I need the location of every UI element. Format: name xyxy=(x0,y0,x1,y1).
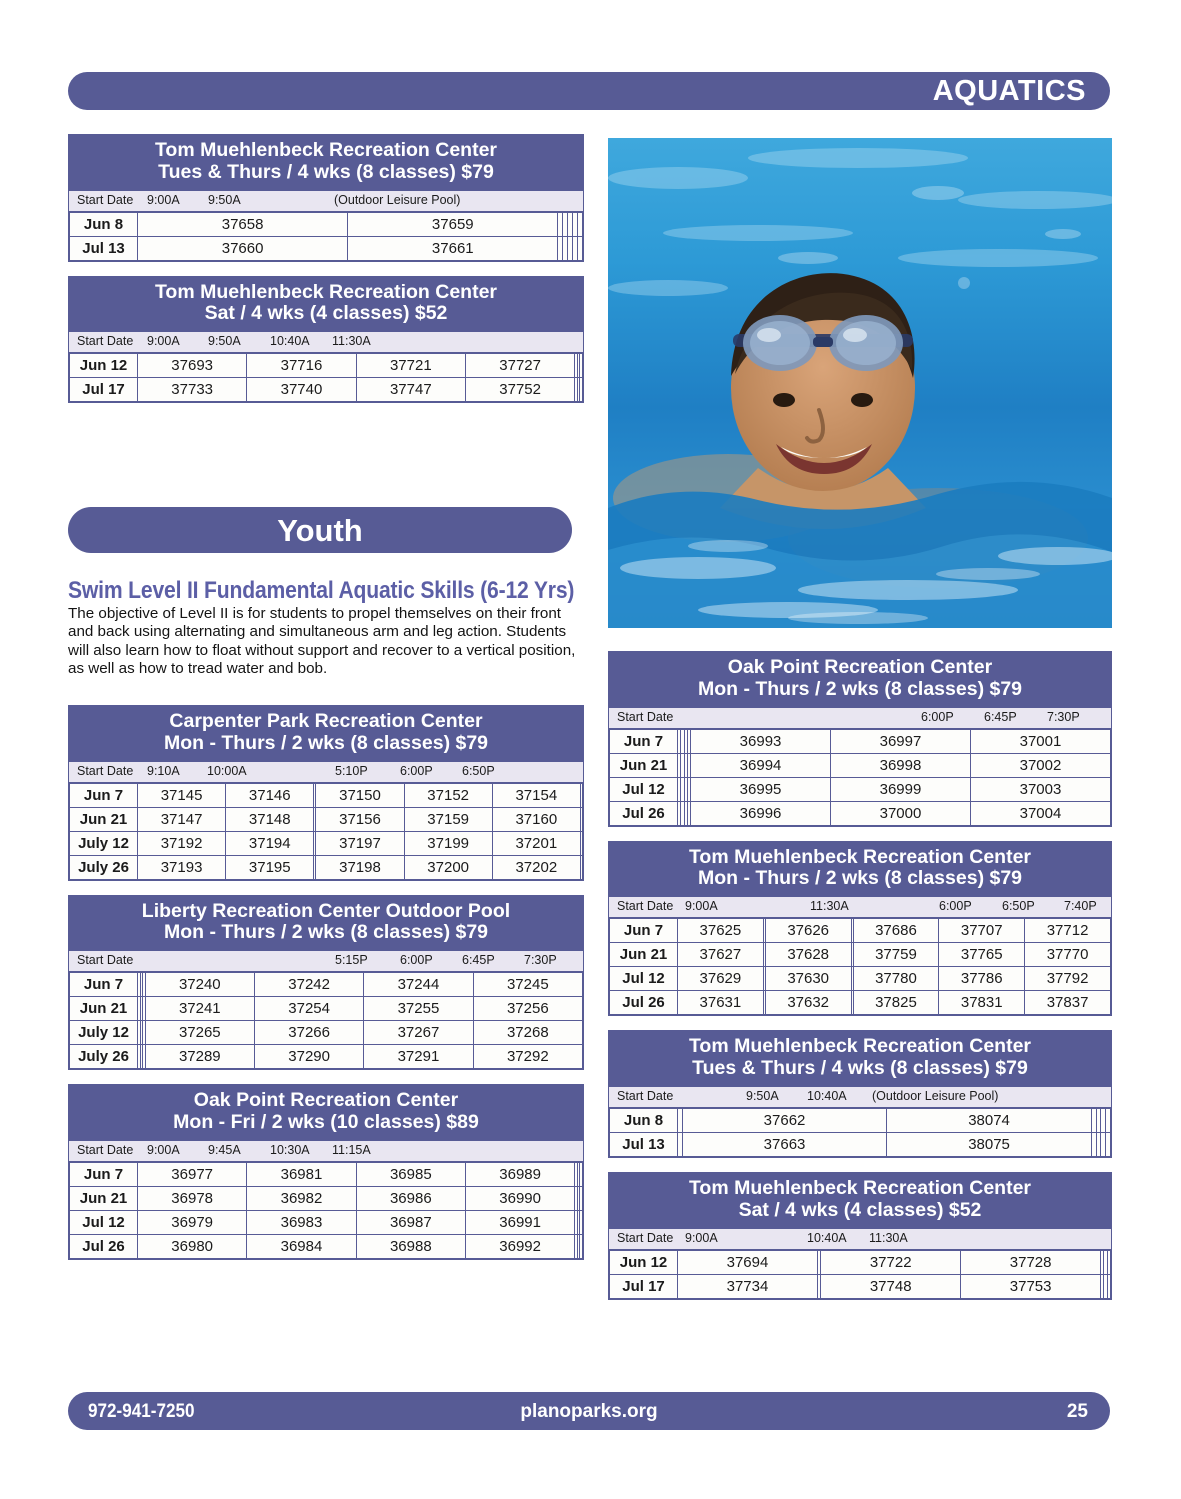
table-row xyxy=(610,1250,1111,1274)
section-pill-youth xyxy=(68,507,572,553)
start-date-cell: Jul 26 xyxy=(610,801,678,825)
course-code-cell[interactable]: 37003 xyxy=(970,777,1110,801)
empty-cell xyxy=(1106,1108,1111,1132)
table-row xyxy=(70,1045,583,1069)
schedule-title-line2: Mon - Fri / 2 wks (10 classes) $89 xyxy=(173,1111,479,1134)
schedule-title-line2: Mon - Thurs / 2 wks (8 classes) $79 xyxy=(163,731,489,754)
start-date-cell: Jun 7 xyxy=(70,1162,138,1186)
course-code-cell[interactable]: 37663 xyxy=(682,1132,887,1156)
table-row xyxy=(70,1210,583,1234)
course-code-cell[interactable]: 38074 xyxy=(887,1108,1092,1132)
course-code-cell[interactable]: 36987 xyxy=(356,1210,465,1234)
schedule-title-line1: Liberty Recreation Center Outdoor Pool xyxy=(141,899,511,922)
schedule-grid xyxy=(609,1250,1111,1299)
start-date-cell: Jul 13 xyxy=(70,236,138,260)
table-row xyxy=(610,1108,1111,1132)
schedule-table xyxy=(68,276,584,404)
start-date-cell: Jun 21 xyxy=(70,807,138,831)
course-code-cell[interactable]: 37694 xyxy=(678,1250,818,1274)
time-slot-header: 9:50A xyxy=(208,192,241,207)
empty-cell xyxy=(578,212,583,236)
schedule-title-line1: Oak Point Recreation Center xyxy=(727,656,993,678)
start-date-cell: Jun 7 xyxy=(610,919,678,943)
course-code-cell[interactable]: 37626 xyxy=(765,919,851,943)
course-code-cell[interactable]: 37727 xyxy=(465,354,574,378)
table-row xyxy=(70,1234,583,1258)
course-code-cell[interactable]: 37195 xyxy=(226,855,314,879)
empty-cell xyxy=(580,855,582,879)
table-row xyxy=(70,1021,583,1045)
table-row xyxy=(70,855,583,879)
left-table-column-lower xyxy=(68,705,584,1274)
schedule-title-line2: Sat / 4 wks (4 classes) $52 xyxy=(204,302,448,325)
time-slot-header: 6:45P xyxy=(984,709,1017,724)
course-code-cell[interactable]: 37825 xyxy=(853,991,939,1015)
empty-cell xyxy=(580,831,582,855)
course-code-cell[interactable]: 37242 xyxy=(254,973,363,997)
time-slot-header: 9:00A xyxy=(147,192,180,207)
time-slot-header: 9:45A xyxy=(208,1142,241,1157)
course-code-cell[interactable]: 37770 xyxy=(1025,943,1111,967)
start-date-cell: Jul 26 xyxy=(70,1234,138,1258)
empty-cell xyxy=(580,1234,583,1258)
table-row xyxy=(610,943,1111,967)
start-date-cell: Jun 12 xyxy=(610,1250,678,1274)
start-date-header: Start Date xyxy=(77,1142,134,1157)
course-code-cell[interactable]: 37147 xyxy=(138,807,226,831)
course-code-cell[interactable]: 37658 xyxy=(138,212,348,236)
right-table-column xyxy=(608,651,1112,1314)
course-code-cell[interactable]: 36983 xyxy=(247,1210,356,1234)
schedule-grid xyxy=(69,353,583,402)
start-date-cell: July 26 xyxy=(70,855,138,879)
time-slot-header: 5:10P xyxy=(335,763,368,778)
page-header-banner xyxy=(68,72,1110,110)
table-row xyxy=(610,919,1111,943)
schedule-table xyxy=(608,651,1112,827)
course-code-cell[interactable]: 37148 xyxy=(226,807,314,831)
start-date-cell: July 26 xyxy=(70,1045,138,1069)
table-row xyxy=(610,1274,1111,1298)
course-code-cell[interactable]: 37721 xyxy=(356,354,465,378)
start-date-cell: Jun 7 xyxy=(70,783,138,807)
course-code-cell[interactable]: 36979 xyxy=(138,1210,247,1234)
course-code-cell[interactable]: 37759 xyxy=(853,943,939,967)
table-row xyxy=(610,753,1111,777)
time-slot-header: 6:00P xyxy=(921,709,954,724)
table-row xyxy=(70,236,583,260)
start-date-cell: Jun 8 xyxy=(70,212,138,236)
course-code-cell[interactable]: 37712 xyxy=(1025,919,1111,943)
empty-cell xyxy=(1107,1274,1110,1298)
start-date-header: Start Date xyxy=(77,763,134,778)
schedule-table xyxy=(608,1030,1112,1158)
schedule-time-header-row xyxy=(69,950,583,972)
course-code-cell[interactable]: 37289 xyxy=(145,1045,254,1069)
course-code-cell[interactable]: 37627 xyxy=(678,943,764,967)
schedule-table-title xyxy=(69,277,583,332)
table-row xyxy=(70,1186,583,1210)
start-date-header: Start Date xyxy=(77,953,134,968)
course-code-cell[interactable]: 36999 xyxy=(831,777,971,801)
course-code-cell[interactable]: 38075 xyxy=(887,1132,1092,1156)
start-date-cell: Jul 17 xyxy=(610,1274,678,1298)
schedule-title-line1: Oak Point Recreation Center xyxy=(193,1089,459,1112)
table-row xyxy=(70,1162,583,1186)
course-code-cell[interactable]: 37734 xyxy=(678,1274,818,1298)
table-row xyxy=(70,378,583,402)
course-code-cell[interactable]: 37659 xyxy=(348,212,558,236)
course-code-cell[interactable]: 37145 xyxy=(138,783,226,807)
time-slot-header: 11:30A xyxy=(810,899,849,914)
page-title: AQUATICS xyxy=(932,74,1086,107)
course-code-cell[interactable]: 37786 xyxy=(939,967,1025,991)
time-slot-header: 9:50A xyxy=(746,1088,779,1103)
schedule-table-title xyxy=(609,1173,1111,1228)
course-code-cell[interactable]: 37631 xyxy=(678,991,764,1015)
time-slot-header: 6:45P xyxy=(462,953,495,968)
time-slot-header: 6:50P xyxy=(1002,899,1035,914)
schedule-title-line1: Carpenter Park Recreation Center xyxy=(169,710,483,732)
course-code-cell[interactable]: 37194 xyxy=(226,831,314,855)
swimming-photo xyxy=(608,138,1112,628)
start-date-header: Start Date xyxy=(617,709,674,724)
schedule-title-line2: Sat / 4 wks (4 classes) $52 xyxy=(738,1198,982,1221)
course-code-cell[interactable]: 37160 xyxy=(492,807,580,831)
schedule-table xyxy=(608,841,1112,1017)
course-code-cell[interactable]: 37292 xyxy=(473,1045,582,1069)
course-code-cell[interactable]: 37707 xyxy=(939,919,1025,943)
course-code-cell[interactable]: 37241 xyxy=(145,997,254,1021)
course-code-cell[interactable]: 36991 xyxy=(465,1210,574,1234)
table-row xyxy=(70,997,583,1021)
start-date-cell: Jun 8 xyxy=(610,1108,678,1132)
schedule-table xyxy=(68,1084,584,1260)
table-row xyxy=(70,807,583,831)
schedule-grid xyxy=(69,1162,583,1259)
schedule-table xyxy=(608,1172,1112,1300)
schedule-table-title xyxy=(69,135,583,190)
schedule-time-header-row xyxy=(609,1228,1111,1250)
course-code-cell[interactable]: 37632 xyxy=(765,991,851,1015)
start-date-header: Start Date xyxy=(77,192,134,207)
start-date-cell: July 12 xyxy=(70,1021,138,1045)
schedule-table xyxy=(68,705,584,881)
start-date-cell: Jul 26 xyxy=(610,991,678,1015)
schedule-grid xyxy=(69,783,583,880)
start-date-cell: Jun 12 xyxy=(70,354,138,378)
course-code-cell[interactable]: 37265 xyxy=(145,1021,254,1045)
schedule-title-line2: Mon - Thurs / 2 wks (8 classes) $79 xyxy=(163,921,489,944)
course-code-cell[interactable]: 37753 xyxy=(961,1274,1101,1298)
table-row xyxy=(610,1132,1111,1156)
course-code-cell[interactable]: 37267 xyxy=(364,1021,473,1045)
schedule-table-title xyxy=(69,706,583,761)
schedule-time-header-row xyxy=(69,190,583,212)
empty-cell xyxy=(580,354,583,378)
course-code-cell[interactable]: 37159 xyxy=(404,807,492,831)
time-slot-header: 9:00A xyxy=(147,1142,180,1157)
course-code-cell[interactable]: 37630 xyxy=(765,967,851,991)
empty-cell xyxy=(580,378,583,402)
schedule-time-header-row xyxy=(69,761,583,783)
schedule-table-title xyxy=(69,1085,583,1140)
time-slot-header: 6:00P xyxy=(939,899,972,914)
course-code-cell[interactable]: 36988 xyxy=(356,1234,465,1258)
empty-cell xyxy=(1106,1132,1111,1156)
course-code-cell[interactable]: 37254 xyxy=(254,997,363,1021)
schedule-title-line1: Tom Muehlenbeck Recreation Center xyxy=(688,1035,1032,1058)
start-date-cell: Jun 21 xyxy=(610,753,678,777)
course-code-cell[interactable]: 36977 xyxy=(138,1162,247,1186)
footer-url[interactable]: planoparks.org xyxy=(520,1401,658,1422)
empty-cell xyxy=(1107,1250,1110,1274)
empty-cell xyxy=(580,1210,583,1234)
schedule-table-title xyxy=(69,896,583,951)
course-code-cell[interactable]: 37266 xyxy=(254,1021,363,1045)
course-code-cell[interactable]: 37154 xyxy=(492,783,580,807)
start-date-header: Start Date xyxy=(617,899,674,914)
time-slot-header: 11:30A xyxy=(869,1230,908,1245)
table-row xyxy=(70,783,583,807)
footer-page-number: 25 xyxy=(1066,1401,1088,1422)
course-code-cell[interactable]: 37740 xyxy=(247,378,356,402)
course-code-cell[interactable]: 37156 xyxy=(316,807,404,831)
time-slot-header: (Outdoor Leisure Pool) xyxy=(334,192,461,207)
start-date-cell: Jul 13 xyxy=(610,1132,678,1156)
start-date-cell: Jun 7 xyxy=(610,729,678,753)
schedule-time-header-row xyxy=(609,896,1111,918)
schedule-grid xyxy=(609,729,1111,826)
table-row xyxy=(610,777,1111,801)
course-code-cell[interactable]: 37199 xyxy=(404,831,492,855)
course-code-cell[interactable]: 37000 xyxy=(831,801,971,825)
table-row xyxy=(70,354,583,378)
course-code-cell[interactable]: 37001 xyxy=(970,729,1110,753)
course-code-cell[interactable]: 37629 xyxy=(678,967,764,991)
start-date-cell: Jun 7 xyxy=(70,973,138,997)
course-code-cell[interactable]: 37152 xyxy=(404,783,492,807)
course-code-cell[interactable]: 37748 xyxy=(821,1274,961,1298)
course-code-cell[interactable]: 37291 xyxy=(364,1045,473,1069)
time-slot-header: 10:00A xyxy=(207,763,247,778)
start-date-cell: Jun 21 xyxy=(610,943,678,967)
table-row xyxy=(610,729,1111,753)
time-slot-header: 10:40A xyxy=(270,334,310,349)
schedule-title-line2: Tues & Thurs / 4 wks (8 classes) $79 xyxy=(158,160,494,183)
course-code-cell[interactable]: 37245 xyxy=(473,973,582,997)
course-code-cell[interactable]: 37150 xyxy=(316,783,404,807)
course-code-cell[interactable]: 37268 xyxy=(473,1021,582,1045)
time-slot-header: 10:40A xyxy=(807,1088,847,1103)
course-code-cell[interactable]: 36984 xyxy=(247,1234,356,1258)
course-code-cell[interactable]: 36986 xyxy=(356,1186,465,1210)
time-slot-header: (Outdoor Leisure Pool) xyxy=(872,1088,999,1103)
course-code-cell[interactable]: 37686 xyxy=(853,919,939,943)
course-code-cell[interactable]: 37765 xyxy=(939,943,1025,967)
time-slot-header: 9:00A xyxy=(685,1230,718,1245)
course-code-cell[interactable]: 37661 xyxy=(348,236,558,260)
course-code-cell[interactable]: 37201 xyxy=(492,831,580,855)
empty-cell xyxy=(580,1162,583,1186)
course-code-cell[interactable]: 37722 xyxy=(821,1250,961,1274)
empty-cell xyxy=(580,1186,583,1210)
start-date-header: Start Date xyxy=(617,1230,674,1245)
start-date-cell: Jul 17 xyxy=(70,378,138,402)
course-code-cell[interactable]: 37256 xyxy=(473,997,582,1021)
empty-cell xyxy=(580,807,582,831)
course-code-cell[interactable]: 37780 xyxy=(853,967,939,991)
time-slot-header: 10:40A xyxy=(807,1230,847,1245)
course-code-cell[interactable]: 37004 xyxy=(970,801,1110,825)
course-code-cell[interactable]: 37837 xyxy=(1025,991,1111,1015)
course-code-cell[interactable]: 37240 xyxy=(145,973,254,997)
course-code-cell[interactable]: 37625 xyxy=(678,919,764,943)
course-code-cell[interactable]: 36997 xyxy=(831,729,971,753)
start-date-cell: July 12 xyxy=(70,831,138,855)
course-code-cell[interactable]: 37831 xyxy=(939,991,1025,1015)
course-code-cell[interactable]: 37200 xyxy=(404,855,492,879)
time-slot-header: 6:00P xyxy=(400,953,433,968)
class-description-block xyxy=(68,578,580,678)
footer-phone[interactable]: 972-941-7250 xyxy=(88,1401,195,1422)
start-date-header: Start Date xyxy=(617,1088,674,1103)
table-row xyxy=(70,831,583,855)
course-code-cell[interactable]: 36980 xyxy=(138,1234,247,1258)
schedule-time-header-row xyxy=(609,1086,1111,1108)
course-code-cell[interactable]: 37662 xyxy=(682,1108,887,1132)
empty-cell xyxy=(580,783,582,807)
time-slot-header: 7:40P xyxy=(1064,899,1097,914)
schedule-title-line1: Tom Muehlenbeck Recreation Center xyxy=(154,139,498,161)
table-row xyxy=(610,967,1111,991)
class-heading: Swim Level II Fundamental Aquatic Skills (6-12 Yrs) xyxy=(68,577,575,604)
course-code-cell[interactable]: 37728 xyxy=(961,1250,1101,1274)
time-slot-header: 9:10A xyxy=(147,763,180,778)
schedule-table-title xyxy=(609,652,1111,707)
course-code-cell[interactable]: 37198 xyxy=(316,855,404,879)
schedule-grid xyxy=(609,918,1111,1015)
course-code-cell[interactable]: 37716 xyxy=(247,354,356,378)
course-code-cell[interactable]: 37747 xyxy=(356,378,465,402)
schedule-time-header-row xyxy=(69,331,583,353)
table-row xyxy=(610,991,1111,1015)
schedule-time-header-row xyxy=(609,707,1111,729)
schedule-title-line2: Tues & Thurs / 4 wks (8 classes) $79 xyxy=(692,1057,1028,1080)
course-code-cell[interactable]: 37660 xyxy=(138,236,348,260)
section-pill-label: Youth xyxy=(277,512,363,548)
course-code-cell[interactable]: 37193 xyxy=(138,855,226,879)
schedule-table-title xyxy=(609,1031,1111,1086)
schedule-title-line1: Tom Muehlenbeck Recreation Center xyxy=(688,1176,1032,1199)
time-slot-header: 9:00A xyxy=(685,899,718,914)
start-date-cell: Jul 12 xyxy=(70,1210,138,1234)
swimming-photo-illustration xyxy=(608,138,1112,628)
schedule-title-line2: Mon - Thurs / 2 wks (8 classes) $79 xyxy=(697,677,1023,700)
schedule-table xyxy=(68,134,584,262)
course-code-cell[interactable]: 37002 xyxy=(970,753,1110,777)
start-date-cell: Jul 12 xyxy=(610,967,678,991)
time-slot-header: 5:15P xyxy=(335,953,368,968)
course-code-cell[interactable]: 37197 xyxy=(316,831,404,855)
course-code-cell[interactable]: 37733 xyxy=(138,378,247,402)
time-slot-header: 9:50A xyxy=(208,334,241,349)
schedule-title-line2: Mon - Thurs / 2 wks (8 classes) $79 xyxy=(697,867,1023,890)
course-code-cell[interactable]: 36985 xyxy=(356,1162,465,1186)
time-slot-header: 11:15A xyxy=(332,1142,371,1157)
course-code-cell[interactable]: 37244 xyxy=(364,973,473,997)
schedule-grid xyxy=(609,1108,1111,1157)
time-slot-header: 6:50P xyxy=(462,763,495,778)
course-code-cell[interactable]: 36993 xyxy=(691,729,831,753)
course-code-cell[interactable]: 37255 xyxy=(364,997,473,1021)
course-code-cell[interactable]: 37290 xyxy=(254,1045,363,1069)
course-code-cell[interactable]: 36995 xyxy=(691,777,831,801)
course-code-cell[interactable]: 36981 xyxy=(247,1162,356,1186)
time-slot-header: 7:30P xyxy=(1047,709,1080,724)
table-row xyxy=(70,212,583,236)
course-code-cell[interactable]: 36992 xyxy=(465,1234,574,1258)
schedule-title-line1: Tom Muehlenbeck Recreation Center xyxy=(688,845,1032,868)
schedule-grid xyxy=(69,972,583,1069)
start-date-header: Start Date xyxy=(77,334,134,349)
course-code-cell[interactable]: 37792 xyxy=(1025,967,1111,991)
start-date-cell: Jul 12 xyxy=(610,777,678,801)
time-slot-header: 7:30P xyxy=(524,953,557,968)
schedule-table-title xyxy=(609,842,1111,897)
start-date-cell: Jun 21 xyxy=(70,997,138,1021)
course-code-cell[interactable]: 37192 xyxy=(138,831,226,855)
table-row xyxy=(610,801,1111,825)
course-code-cell[interactable]: 37752 xyxy=(465,378,574,402)
schedule-table xyxy=(68,895,584,1071)
schedule-time-header-row xyxy=(69,1140,583,1162)
course-code-cell[interactable]: 36996 xyxy=(691,801,831,825)
table-row xyxy=(70,973,583,997)
course-code-cell[interactable]: 36990 xyxy=(465,1186,574,1210)
course-code-cell[interactable]: 36982 xyxy=(247,1186,356,1210)
course-code-cell[interactable]: 37693 xyxy=(138,354,247,378)
course-code-cell[interactable]: 37146 xyxy=(226,783,314,807)
left-table-column xyxy=(68,134,584,417)
course-code-cell[interactable]: 36989 xyxy=(465,1162,574,1186)
time-slot-header: 11:30A xyxy=(332,334,371,349)
start-date-cell: Jun 21 xyxy=(70,1186,138,1210)
schedule-title-line1: Tom Muehlenbeck Recreation Center xyxy=(154,280,498,303)
class-description-text: The objective of Level II is for students to propel themselves on their front and back using alternating and simultaneous arm and leg action. Students will also learn how to float without support and recover to a vertical position, as well as how to tread water and bob. xyxy=(68,605,576,677)
schedule-grid xyxy=(69,212,583,261)
course-code-cell[interactable]: 37202 xyxy=(492,855,580,879)
course-code-cell[interactable]: 36978 xyxy=(138,1186,247,1210)
time-slot-header: 10:30A xyxy=(270,1142,310,1157)
course-code-cell[interactable]: 36998 xyxy=(831,753,971,777)
empty-cell xyxy=(578,236,583,260)
time-slot-header: 6:00P xyxy=(400,763,433,778)
time-slot-header: 9:00A xyxy=(147,334,180,349)
course-code-cell[interactable]: 36994 xyxy=(691,753,831,777)
course-code-cell[interactable]: 37628 xyxy=(765,943,851,967)
page-footer-banner xyxy=(68,1392,1110,1430)
